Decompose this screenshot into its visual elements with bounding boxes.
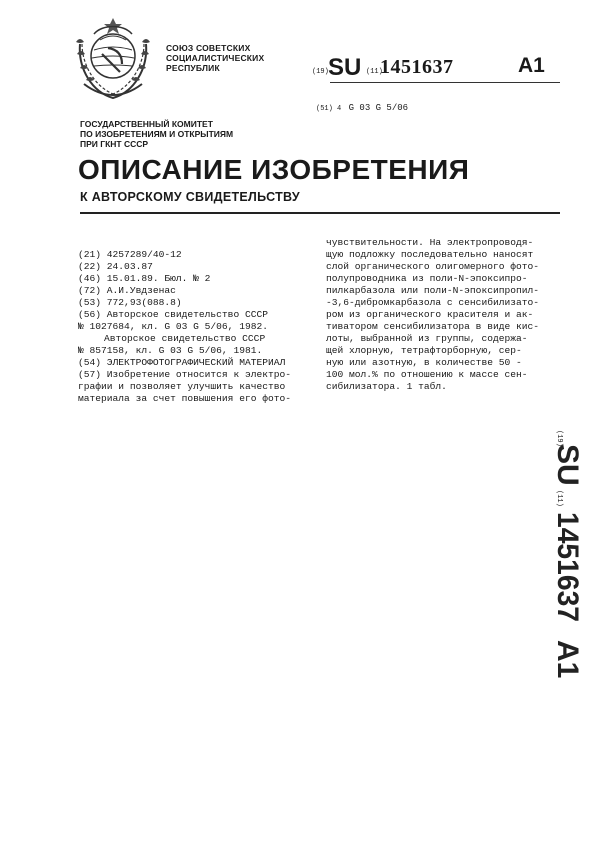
union-name-line-3: РЕСПУБЛИК — [166, 63, 220, 73]
abstract-line: ную или азотную, в количестве 50 - — [326, 357, 522, 368]
abstract-line: щую подложку последовательно наносят — [326, 249, 534, 260]
publication-number-row — [312, 54, 562, 82]
abstract-line: чувствительности. На электропроводя- — [326, 237, 534, 248]
country-code: SU — [328, 54, 362, 81]
code-19-label: (19) — [312, 68, 329, 76]
biblio-line: (22) 24.03.87 — [78, 261, 153, 272]
abstract-line: полупроводника из поли-N-эпоксипро- — [326, 273, 528, 284]
bibliographic-data — [78, 249, 310, 405]
abstract-line: лоты, выбранной из группы, содержа- — [326, 333, 528, 344]
abstract-line: 100 мол.% по отношению к массе сен- — [326, 369, 528, 380]
abstract-line: щей хлорную, тетрафторборную, сер- — [326, 345, 522, 356]
biblio-line: (56) Авторское свидетельство СССР — [78, 309, 268, 320]
biblio-line: (46) 15.01.89. Бюл. № 2 — [78, 273, 211, 284]
union-name — [166, 43, 264, 73]
document-kind: A1 — [518, 54, 545, 77]
abstract-line: (57) Изобретение относится к электро- — [78, 369, 292, 380]
code-11-label: (11) — [366, 68, 383, 76]
biblio-line: (53) 772,93(088.8) — [78, 297, 182, 308]
abstract-line: ром из органического красителя и ак- — [326, 309, 534, 320]
committee-line-3: ПРИ ГКНТ СССР — [80, 139, 149, 149]
biblio-line: (21) 4257289/40-12 — [78, 249, 182, 260]
abstract-line: слой органического олигомерного фото- — [326, 261, 540, 272]
abstract-continuation — [326, 237, 554, 393]
document-subtitle: К АВТОРСКОМУ СВИДЕТЕЛЬСТВУ — [80, 190, 300, 204]
abstract-line: -3,6-дибромкарбазола с сенсибилизато- — [326, 297, 540, 308]
side-code-19: (19) — [555, 430, 563, 447]
code-51-label: (51) 4 — [316, 105, 342, 113]
biblio-line: (72) А.И.Увдзенас — [78, 285, 176, 296]
abstract-line: сибилизатора. 1 табл. — [326, 381, 447, 392]
document-title: ОПИСАНИЕ ИЗОБРЕТЕНИЯ — [78, 154, 470, 185]
invention-title: (54) ЭЛЕКТРОФОТОГРАФИЧЕСКИЙ МАТЕРИАЛ — [78, 357, 286, 368]
side-patent-stamp — [536, 430, 584, 690]
biblio-line: № 1027684, кл. G 03 G 5/06, 1982. — [78, 321, 268, 332]
side-country: SU — [551, 444, 584, 486]
side-patent-number: 1451637 — [551, 512, 584, 629]
patent-number: 1451637 — [380, 56, 454, 78]
union-name-line-2: СОЦИАЛИСТИЧЕСКИХ — [166, 53, 265, 63]
abstract-line: тиватором сенсибилизатора в виде кис- — [326, 321, 540, 332]
committee-line-1: ГОСУДАРСТВЕННЫЙ КОМИТЕТ — [80, 119, 213, 129]
title-rule — [80, 212, 560, 214]
side-code-11: (11) — [555, 490, 563, 507]
side-document-kind: A1 — [551, 640, 584, 679]
ipc-classification — [316, 103, 408, 113]
abstract-line: материала за счет повышения его фото- — [78, 393, 292, 404]
union-name-line-1: СОЮЗ СОВЕТСКИХ — [166, 43, 251, 53]
ipc-code: G 03 G 5/06 — [348, 103, 409, 113]
committee-name — [80, 119, 233, 149]
biblio-line: Авторское свидетельство СССР — [104, 333, 266, 344]
committee-line-2: ПО ИЗОБРЕТЕНИЯМ И ОТКРЫТИЯМ — [80, 129, 234, 139]
biblio-line: № 857158, кл. G 03 G 5/06, 1981. — [78, 345, 263, 356]
abstract-line: графии и позволяет улучшить качество — [78, 381, 286, 392]
ussr-emblem-icon — [72, 14, 154, 102]
publication-rule — [330, 82, 560, 83]
abstract-line: пилкарбазола или поли-N-эпоксипропил- — [326, 285, 540, 296]
